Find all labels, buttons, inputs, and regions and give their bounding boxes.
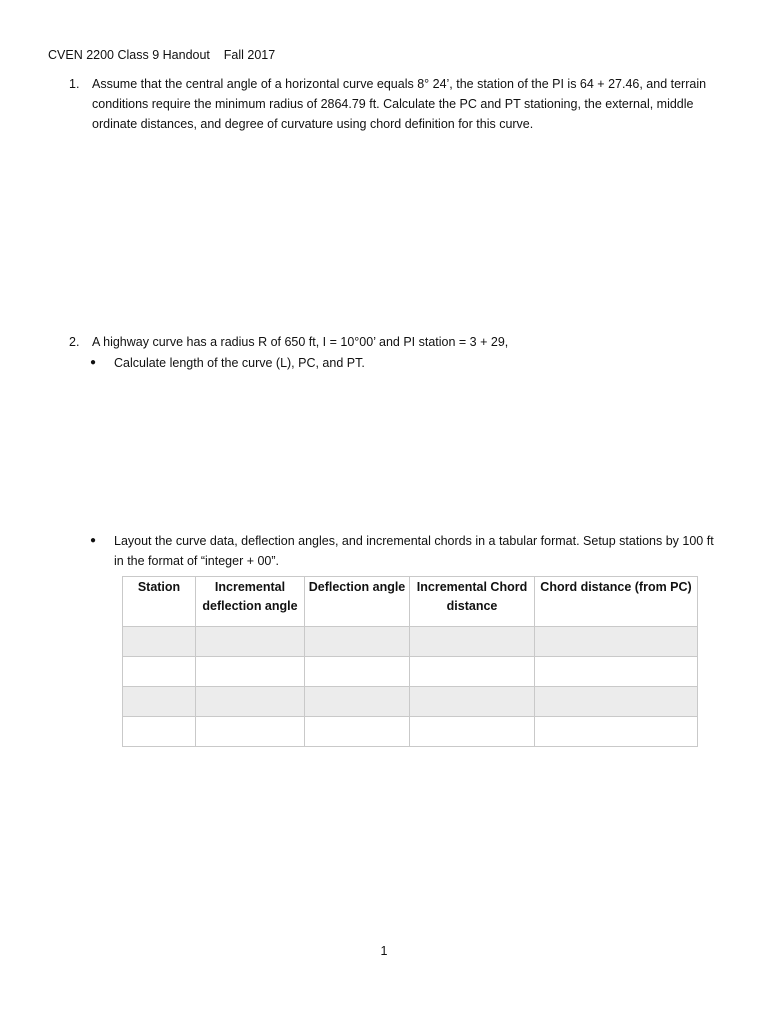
question-2-text: A highway curve has a radius R of 650 ft, I = 10°00’ and PI station = 3 + 29,: [92, 335, 509, 349]
table-cell[interactable]: [410, 717, 535, 747]
table-row: [123, 717, 698, 747]
header-deflection-angle: Deflection angle: [305, 577, 410, 627]
table-cell[interactable]: [196, 687, 305, 717]
question-2-number: 2.: [69, 335, 80, 349]
table-cell[interactable]: [535, 657, 698, 687]
table-header-row: [123, 577, 698, 627]
table-cell[interactable]: [410, 687, 535, 717]
bullet-icon: ●: [90, 357, 97, 368]
table-cell[interactable]: [410, 627, 535, 657]
table-cell[interactable]: [410, 657, 535, 687]
question-2-bullet-1: Calculate length of the curve (L), PC, and PT.: [114, 356, 365, 370]
table-cell[interactable]: [196, 627, 305, 657]
table-cell[interactable]: [305, 627, 410, 657]
table-cell[interactable]: [305, 717, 410, 747]
table-cell[interactable]: [123, 657, 196, 687]
handout-header: CVEN 2200 Class 9 Handout Fall 2017: [48, 48, 276, 62]
table-row: [123, 657, 698, 687]
table-cell[interactable]: [196, 657, 305, 687]
table-cell[interactable]: [305, 657, 410, 687]
table-cell[interactable]: [535, 687, 698, 717]
bullet-icon: ●: [90, 535, 97, 546]
table-cell[interactable]: [305, 687, 410, 717]
page-number: 1: [380, 944, 388, 958]
table-cell[interactable]: [123, 687, 196, 717]
table-cell[interactable]: [196, 717, 305, 747]
question-2-bullet-2: Layout the curve data, deflection angles, and incremental chords in a tabular format. Setup stations by 100 ft in the format of “integer + 00”.: [114, 534, 714, 568]
table-cell[interactable]: [535, 717, 698, 747]
table-cell[interactable]: [535, 627, 698, 657]
table-cell[interactable]: [123, 627, 196, 657]
table-cell[interactable]: [123, 717, 196, 747]
header-incremental-chord-distance: Incremental Chord distance: [410, 577, 535, 627]
header-incremental-deflection-angle: Incremental deflection angle: [196, 577, 305, 627]
question-1-text: Assume that the central angle of a horizontal curve equals 8° 24’, the station of the PI is 64 + 27.46, and terrain conditions require the minimum radius of 2864.79 ft. Calculate the PC and PT stationing, the external, middle ordinate distances, and degree of curvature using chord definition for this curve.: [92, 77, 707, 131]
question-1-number: 1.: [69, 77, 80, 91]
curve-layout-table: [122, 576, 698, 747]
table-row: [123, 627, 698, 657]
header-chord-distance: Chord distance (from PC): [535, 577, 698, 627]
table-row: [123, 687, 698, 717]
header-station: Station: [123, 577, 196, 627]
